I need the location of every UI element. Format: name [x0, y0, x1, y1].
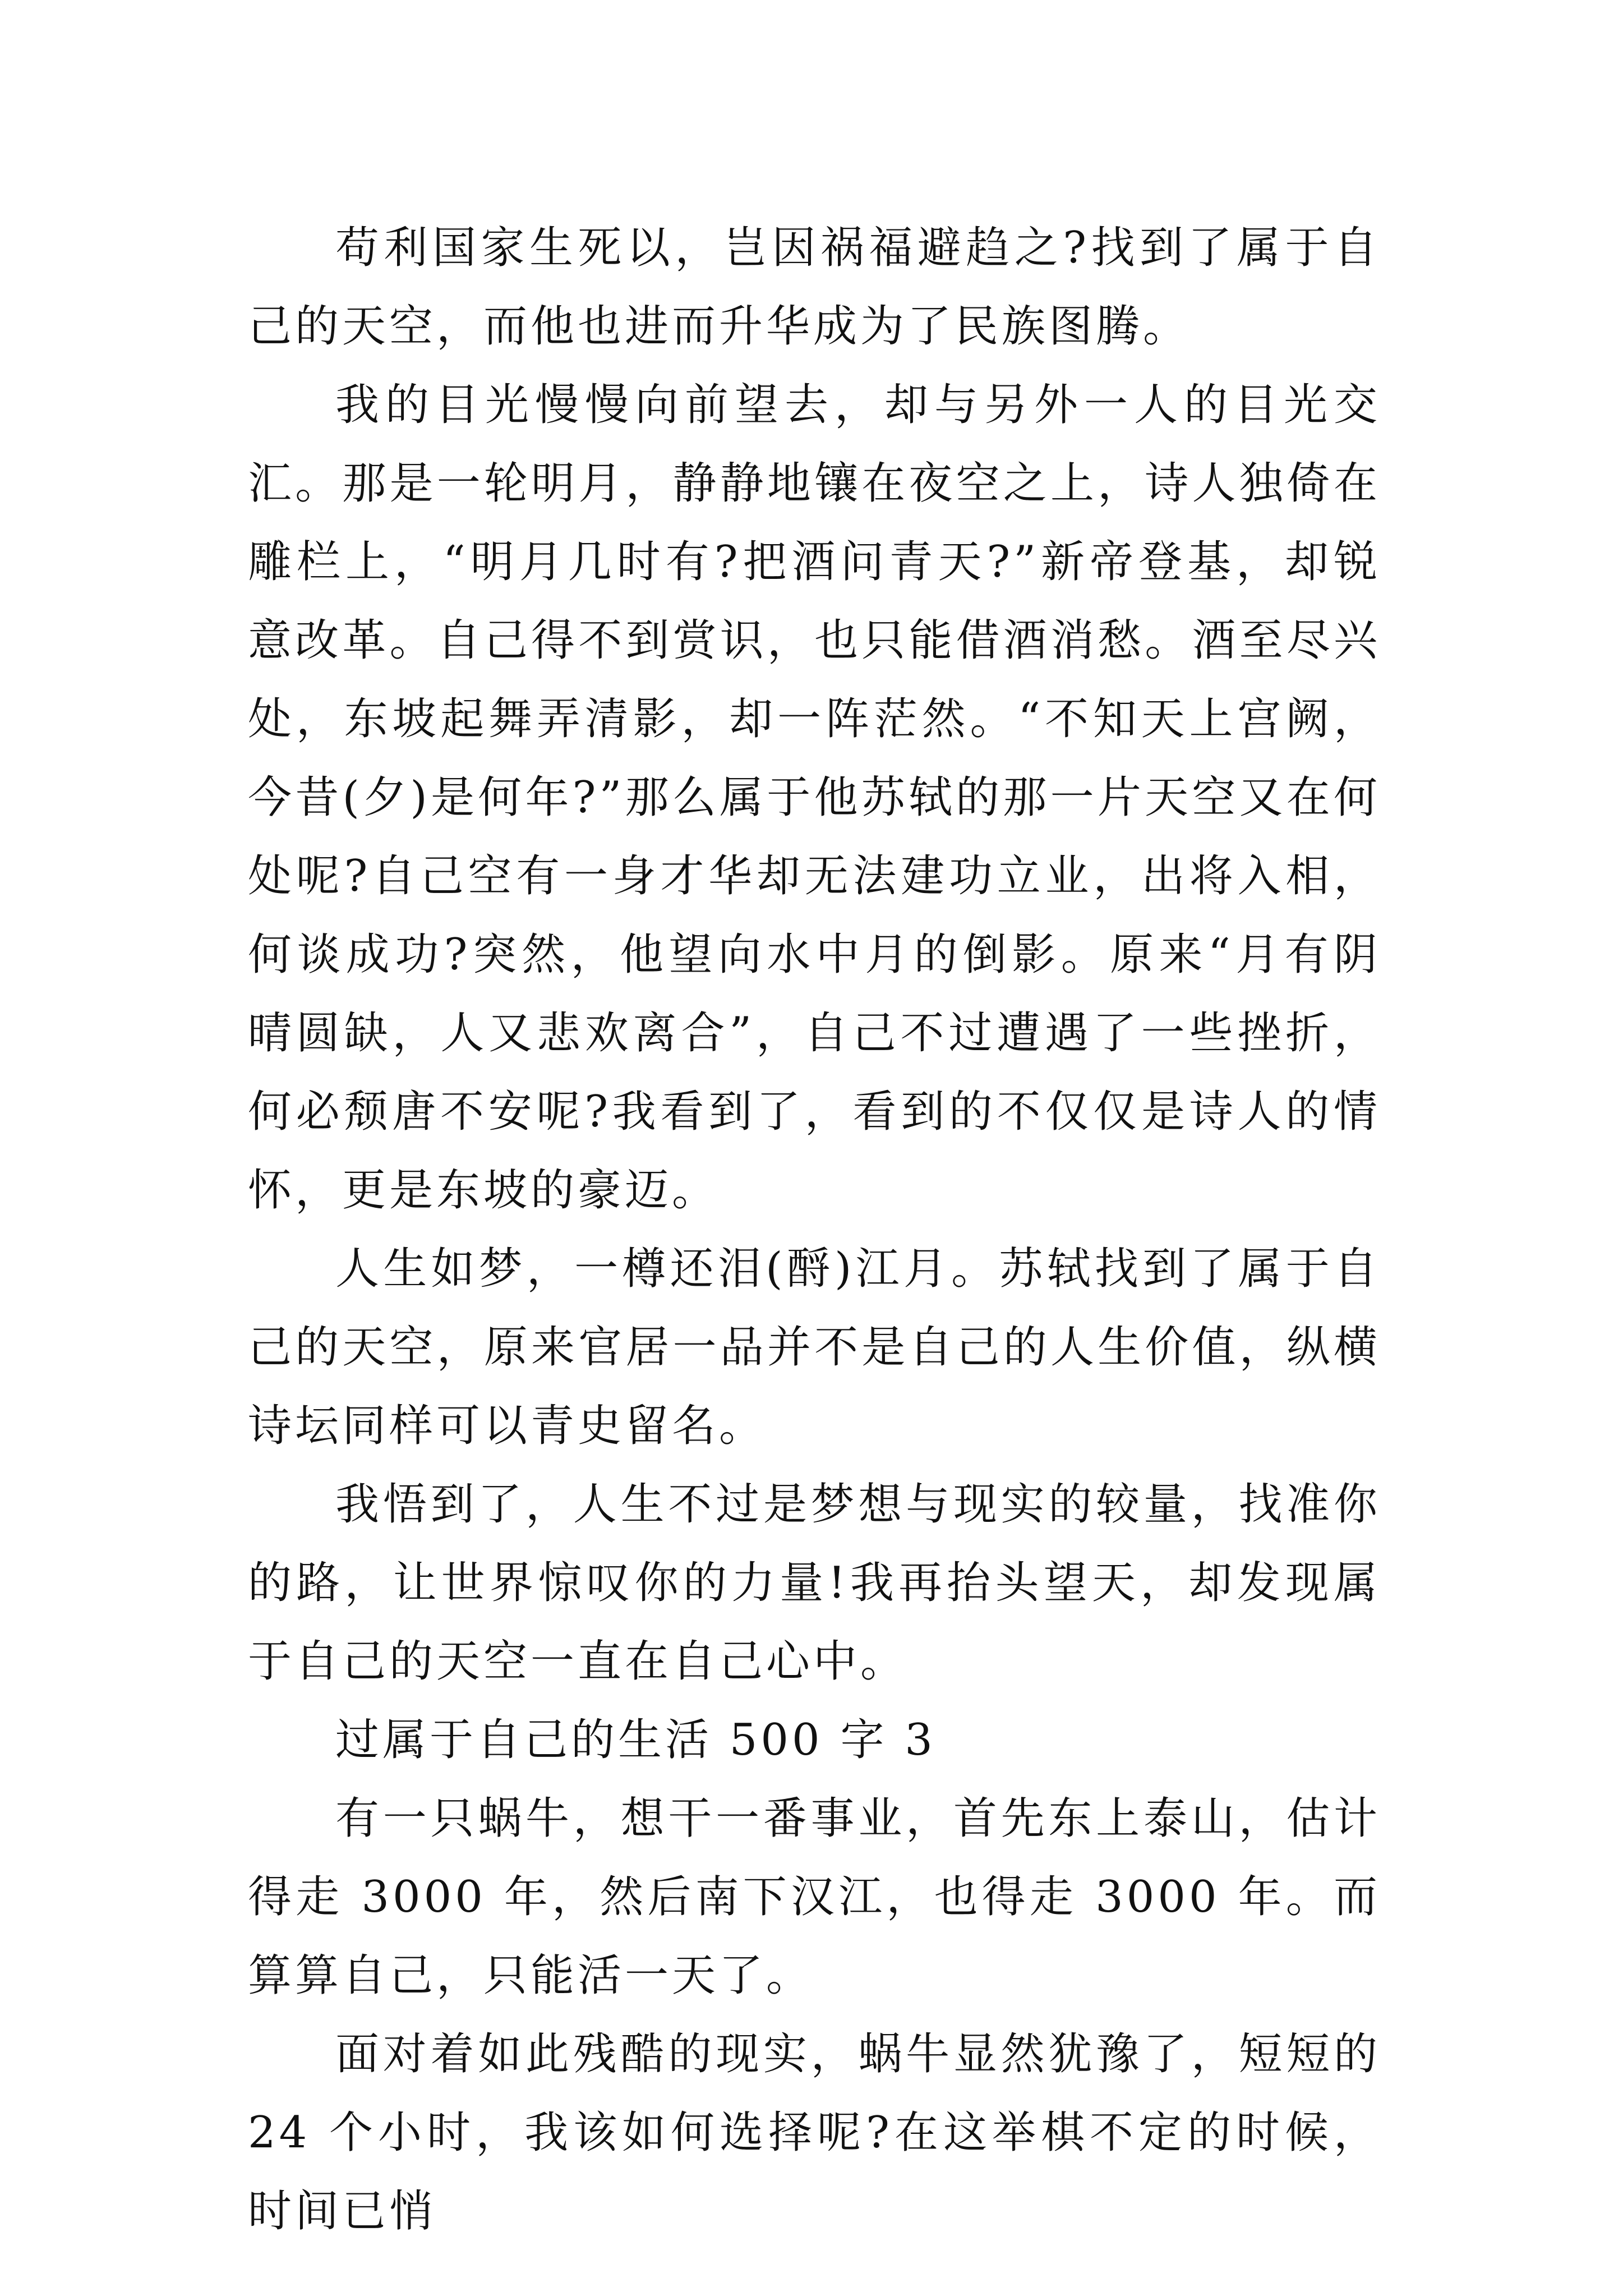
paragraph: 有一只蜗牛，想干一番事业，首先东上泰山，估计得走 3000 年，然后南下汉江，也得走 3000 年。而算算自己，只能活一天了。 — [248, 1793, 1381, 2001]
paragraph: 我的目光慢慢向前望去，却与另外一人的目光交汇。那是一轮明月，静静地镶在夜空之上，诗人独倚在雕栏上，“明月几时有?把酒问青天?”新帝登基，却锐意改革。自己得不到赏识，也只能借酒消愁。酒至尽兴处，东坡起舞弄清影，却一阵茫然。“不知天上宫阙，今昔(夕)是何年?”那么属于他苏轼的那一片天空又在何处呢?自己空有一身才华却无法建功立业，出将入相，何谈成功?突然，他望向水中月的倒影。原来“月有阴晴圆缺，人又悲欢离合”，自己不过遭遇了一些挫折，何必颓唐不安呢?我看到了，看到的不仅仅是诗人的情怀，更是东坡的豪迈。 — [248, 380, 1381, 1216]
paragraph: 苟利国家生死以，岂因祸福避趋之?找到了属于自己的天空，而他也进而升华成为了民族图腾。 — [248, 223, 1381, 352]
paragraph: 面对着如此残酷的现实，蜗牛显然犹豫了，短短的 24 个小时，我该如何选择呢?在这举棋不定的时候，时间已悄 — [248, 2029, 1381, 2237]
body-text — [248, 209, 1381, 2251]
section-heading: 过属于自己的生活 500 字 3 — [335, 1715, 936, 1765]
paragraph: 人生如梦，一樽还泪(酹)江月。苏轼找到了属于自己的天空，原来官居一品并不是自己的人生价值，纵横诗坛同样可以青史留名。 — [248, 1244, 1381, 1451]
paragraph: 我悟到了，人生不过是梦想与现实的较量，找准你的路，让世界惊叹你的力量!我再抬头望天，却发现属于自己的天空一直在自己心中。 — [248, 1479, 1381, 1687]
